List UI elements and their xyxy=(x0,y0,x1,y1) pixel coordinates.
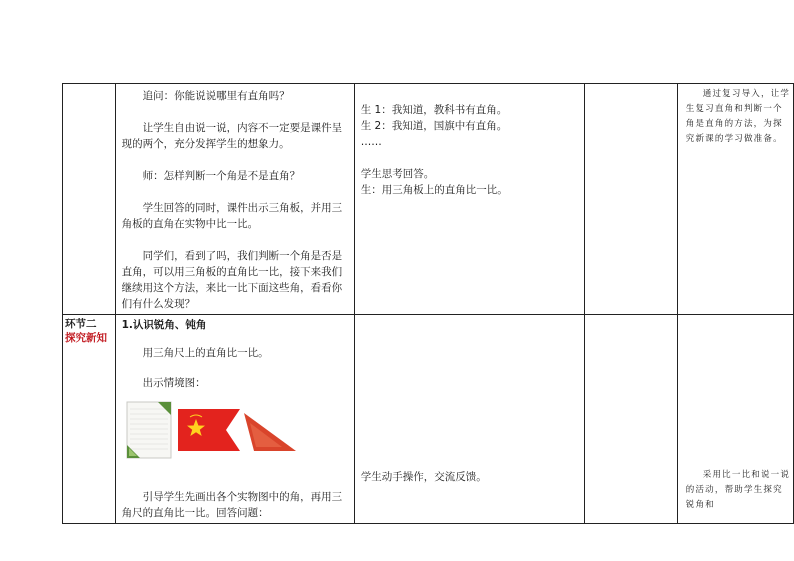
lesson-table xyxy=(62,83,794,524)
stage-label: 环节二 xyxy=(65,318,97,330)
design-intent-cell xyxy=(677,315,793,524)
section-heading: 1.认识锐角、钝角 xyxy=(121,319,207,331)
student-text: 学生动手操作，交流反馈。 xyxy=(360,471,487,483)
teacher-activity-cell xyxy=(115,315,354,524)
empty-cell xyxy=(584,315,677,524)
student-text: 生 2：我知道，国旗中有直角。 xyxy=(360,120,508,132)
flag-image xyxy=(176,405,242,455)
teacher-text: 引导学生先画出各个实物图中的角，再用三角尺的直角比一比。回答问题： xyxy=(121,491,343,519)
design-intent-text: 采用比一比和说一说的活动，帮助学生探究锐角和 xyxy=(685,470,791,510)
triangle-ruler-image xyxy=(240,409,300,455)
teacher-text: 用三角尺上的直角比一比。 xyxy=(142,347,269,359)
notebook-image xyxy=(126,401,172,459)
design-intent-cell xyxy=(677,84,793,315)
stage-cell xyxy=(63,315,116,524)
empty-cell xyxy=(584,84,677,315)
teacher-text: 学生回答的同时，课件出示三角板，并用三角板的直角在实物中比一比。 xyxy=(121,202,343,230)
table-row xyxy=(63,84,794,315)
teacher-text: 出示情境图： xyxy=(142,377,206,389)
stage-name: 探究新知 xyxy=(65,332,107,344)
design-intent-text: 通过复习导入，让学生复习直角和判断一个角是直角的方法，为探究新课的学习做准备。 xyxy=(685,89,791,144)
teacher-activity-cell xyxy=(115,84,354,315)
student-text: 学生思考回答。 xyxy=(360,168,435,180)
stage-cell xyxy=(63,84,116,315)
student-activity-cell xyxy=(354,315,584,524)
teacher-text: 同学们，看到了吗，我们判断一个角是否是直角，可以用三角板的直角比一比，接下来我们继续用这个方法，来比一比下面这些角，看看你们有什么发现？ xyxy=(121,250,343,310)
student-activity-cell xyxy=(354,84,584,315)
teacher-text: 让学生自由说一说，内容不一定要是课件呈现的两个，充分发挥学生的想象力。 xyxy=(121,122,343,150)
student-text: 生 1：我知道，教科书有直角。 xyxy=(360,104,508,116)
student-text: …… xyxy=(360,136,382,148)
teacher-text: 师：怎样判断一个角是不是直角？ xyxy=(142,170,301,182)
student-text: 生：用三角板上的直角比一比。 xyxy=(360,184,508,196)
table-row xyxy=(63,315,794,524)
scene-images xyxy=(122,397,350,477)
teacher-text: 追问：你能说说哪里有直角吗？ xyxy=(142,90,290,102)
